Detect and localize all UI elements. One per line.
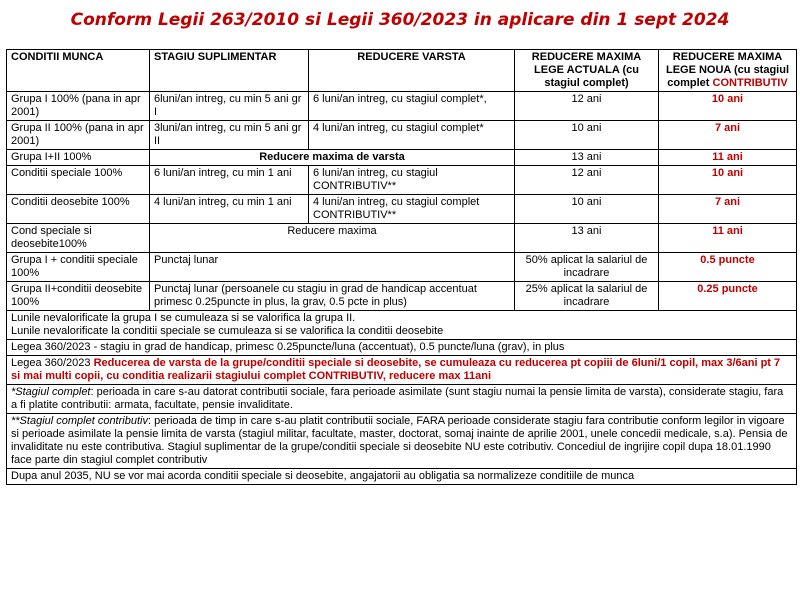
cell-stagiu: 6 luni/an intreg, cu min 1 ani [150, 166, 309, 195]
note-dupa-2035: Dupa anul 2035, NU se vor mai acorda conditii speciale si deosebite, angajatorii au obligatia sa normalizeze conditiile de munca [7, 469, 797, 485]
cell-noua: 7 ani [659, 195, 797, 224]
header-row [7, 50, 797, 92]
cell-noua: 10 ani [659, 166, 797, 195]
table-row [7, 253, 797, 282]
cell-conditii: Conditii speciale 100% [7, 166, 150, 195]
note-line: Lunile nevalorificate la grupa I se cumuleaza si se valorifica la grupa II. [11, 312, 356, 324]
cell-conditii: Grupa I + conditii speciale 100% [7, 253, 150, 282]
cell-conditii: Conditii deosebite 100% [7, 195, 150, 224]
note-row [7, 340, 797, 356]
cell-noua: 11 ani [659, 150, 797, 166]
cell-conditii: Grupa I 100% (pana in apr 2001) [7, 92, 150, 121]
note-row [7, 356, 797, 385]
table-row [7, 195, 797, 224]
cell-noua: 0.5 puncte [659, 253, 797, 282]
cell-actuala: 25% aplicat la salariul de incadrare [515, 282, 659, 311]
table-row [7, 224, 797, 253]
cell-noua: 10 ani [659, 92, 797, 121]
note-row [7, 469, 797, 485]
note-row [7, 311, 797, 340]
cell-actuala: 12 ani [515, 166, 659, 195]
table-row [7, 166, 797, 195]
cell-noua: 11 ani [659, 224, 797, 253]
cell-conditii: Grupa I+II 100% [7, 150, 150, 166]
cell-reducere: 6 luni/an intreg, cu stagiul complet*, [309, 92, 515, 121]
cell-merged: Reducere maxima [150, 224, 515, 253]
table-row [7, 282, 797, 311]
note-line: Lunile nevalorificate la conditii speciale se cumuleaza si se valorifica la conditii deosebite [11, 325, 444, 337]
note-row [7, 385, 797, 414]
cell-stagiu-wide: Punctaj lunar [150, 253, 515, 282]
cell-noua: 7 ani [659, 121, 797, 150]
table-row [7, 150, 797, 166]
cell-actuala: 12 ani [515, 92, 659, 121]
cell-reducere: 4 luni/an intreg, cu stagiul complet* [309, 121, 515, 150]
header-stagiu: STAGIU SUPLIMENTAR [150, 50, 309, 92]
cell-stagiu-wide: Punctaj lunar (persoanele cu stagiu in grad de handicap accentuat primesc 0.25puncte in plus, la grav, 0.5 pcte in plus) [150, 282, 515, 311]
note-stagiu-contributiv: **Stagiul complet contributiv: perioada de timp in care s-au platit contributii sociale, FARA perioade considerate stagiu fara contributie conform legilor in vigoare si perioade asimilate la pensie limita de varsta (stagiul militar, facultate, master, doctorat, somaj inainte de aprilie 2001, unele concedii medicale, s.a). Pensia de invaliditate nu este contributiva. Stagiul suplimentar de la grupe/conditii speciale si deosebite NU este cotributiv. Concediul de ingrijire copil dupa 18.01.1990 face parte din stagiul complet contributiv [7, 414, 797, 469]
table-row [7, 121, 797, 150]
cell-stagiu: 6luni/an intreg, cu min 5 ani gr I [150, 92, 309, 121]
cell-stagiu: 4 luni/an intreg, cu min 1 ani [150, 195, 309, 224]
header-conditii: CONDITII MUNCA [7, 50, 150, 92]
cell-actuala: 50% aplicat la salariul de incadrare [515, 253, 659, 282]
note-grupe-cumul [7, 311, 797, 340]
cell-conditii: Cond speciale si deosebite100% [7, 224, 150, 253]
note-stagiu-complet: *Stagiul complet: perioada in care s-au datorat contributii sociale, fara perioade asimilate (sunt stagiu numai la pensie limita de varsta), considerate stagiu, fara a fi platite contributii: armata, facultate, pensie invaliditate. [7, 385, 797, 414]
cell-actuala: 10 ani [515, 121, 659, 150]
cell-actuala: 10 ani [515, 195, 659, 224]
cell-actuala: 13 ani [515, 150, 659, 166]
note-handicap: Legea 360/2023 - stagiu in grad de handicap, primesc 0.25puncte/luna (accentuat), 0.5 puncte/luna (grav), in plus [7, 340, 797, 356]
cell-actuala: 13 ani [515, 224, 659, 253]
cell-reducere: 6 luni/an intreg, cu stagiul CONTRIBUTIV** [309, 166, 515, 195]
header-actuala: REDUCERE MAXIMA LEGE ACTUALA (cu stagiul complet) [515, 50, 659, 92]
header-noua: REDUCERE MAXIMA LEGE NOUA (cu stagiul complet CONTRIBUTIV [659, 50, 797, 92]
cell-noua: 0.25 puncte [659, 282, 797, 311]
table-row [7, 92, 797, 121]
cell-conditii: Grupa II 100% (pana in apr 2001) [7, 121, 150, 150]
cell-merged: Reducere maxima de varsta [150, 150, 515, 166]
pension-conditions-table [6, 49, 797, 485]
cell-conditii: Grupa II+conditii deosebite 100% [7, 282, 150, 311]
cell-stagiu: 3luni/an intreg, cu min 5 ani gr II [150, 121, 309, 150]
note-row [7, 414, 797, 469]
note-reducere-copii: Legea 360/2023 Reducerea de varsta de la grupe/conditii speciale si deosebite, se cumuleaza cu reducerea pt copiii de 6luni/1 copil, max 3/6ani pt 7 si mai multi copii, cu conditia realizarii stagiului complet CONTRIBUTIV, reducere max 11ani [7, 356, 797, 385]
cell-reducere: 4 luni/an intreg, cu stagiul complet CONTRIBUTIV** [309, 195, 515, 224]
page-title: Conform Legii 263/2010 si Legii 360/2023 in aplicare din 1 sept 2024 [70, 10, 730, 30]
header-reducere: REDUCERE VARSTA [309, 50, 515, 92]
